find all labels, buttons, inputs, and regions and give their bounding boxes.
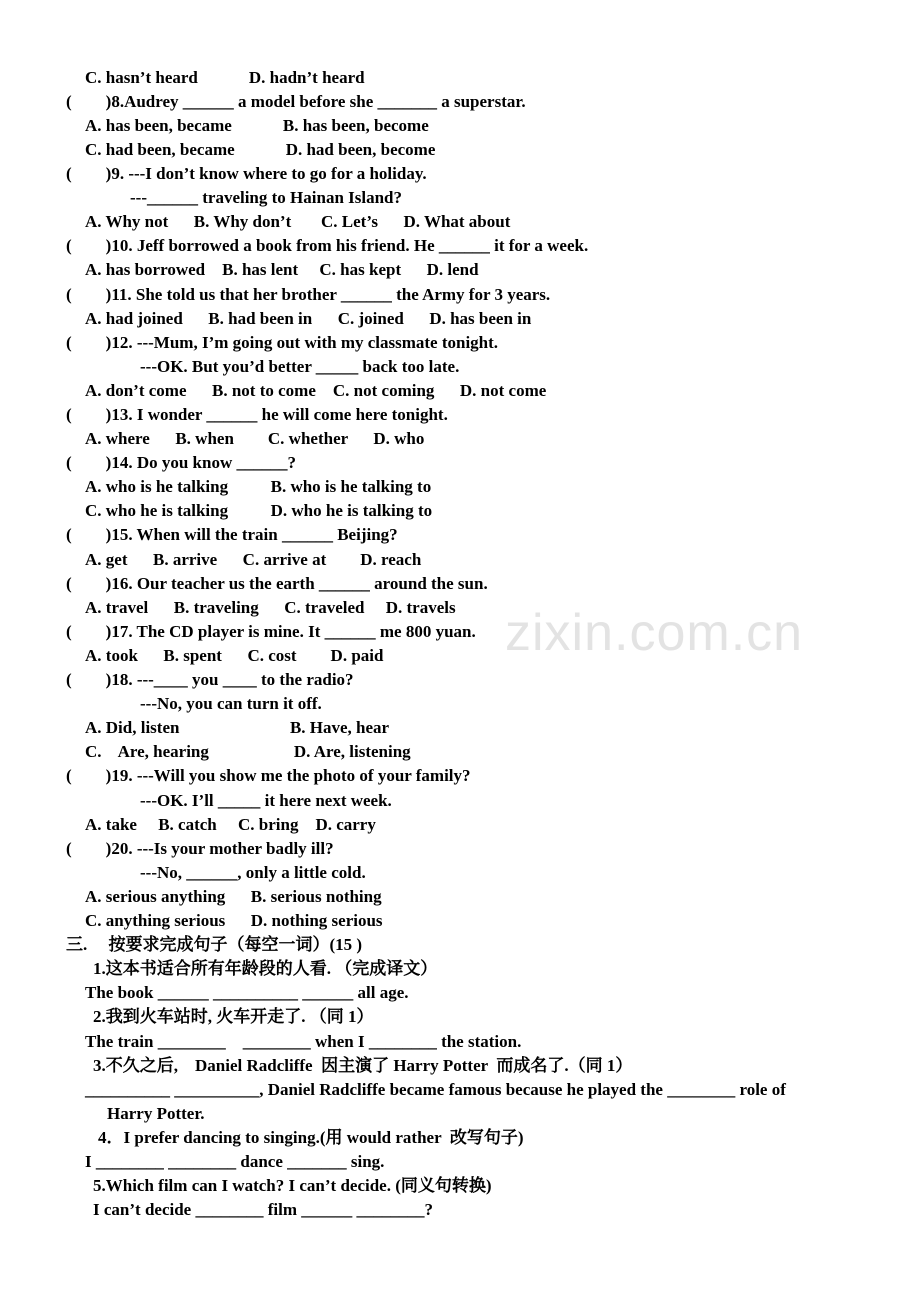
text-line: 4．I prefer dancing to singing.(用 would rather 改写句子) [98, 1128, 524, 1147]
text-line: A. get B. arrive C. arrive at D. reach [85, 550, 422, 569]
text-line: A. where B. when C. whether D. who [85, 429, 425, 448]
text-line: The book ______ __________ ______ all age. [85, 983, 409, 1002]
text-line: ---______ traveling to Hainan Island? [130, 188, 403, 207]
text-line: C. Are, hearing D. Are, listening [85, 742, 411, 761]
text-line: C. who he is talking D. who he is talking to [85, 501, 433, 520]
text-line: 1.这本书适合所有年龄段的人看. （完成译文） [93, 959, 438, 978]
text-line: I ________ ________ dance _______ sing. [85, 1152, 385, 1171]
text-line: A. has borrowed B. has lent C. has kept D. lend [85, 260, 479, 279]
text-line: ( )11. She told us that her brother ______ the Army for 3 years. [66, 285, 551, 304]
text-line: 三. 按要求完成句子（每空一词）(15 ) [66, 935, 363, 954]
text-line: A. Why not B. Why don’t C. Let’s D. What about [85, 212, 511, 231]
text-line: ( )17. The CD player is mine. It ______ me 800 yuan. [66, 622, 476, 641]
text-line: A. travel B. traveling C. traveled D. travels [85, 598, 456, 617]
text-line: ---OK. I’ll _____ it here next week. [140, 791, 392, 810]
text-line: C. anything serious D. nothing serious [85, 911, 383, 930]
text-line: A. had joined B. had been in C. joined D. has been in [85, 309, 532, 328]
text-line: Harry Potter. [107, 1104, 205, 1123]
text-line: ( )8.Audrey ______ a model before she _______ a superstar. [66, 92, 526, 111]
text-line: 2.我到火车站时, 火车开走了. （同 1） [93, 1007, 374, 1026]
text-line: A. Did, listen B. Have, hear [85, 718, 390, 737]
text-line: C. had been, became D. had been, become [85, 140, 436, 159]
text-line: The train ________ ________ when I ________ the station. [85, 1032, 522, 1051]
text-line: ( )12. ---Mum, I’m going out with my classmate tonight. [66, 333, 499, 352]
text-line: C. hasn’t heard D. hadn’t heard [85, 68, 365, 87]
text-line: A. don’t come B. not to come C. not coming D. not come [85, 381, 547, 400]
text-line: ( )16. Our teacher us the earth ______ around the sun. [66, 574, 488, 593]
text-line: ( )14. Do you know ______? [66, 453, 296, 472]
text-line: A. took B. spent C. cost D. paid [85, 646, 384, 665]
text-line: 3.不久之后, Daniel Radcliffe 因主演了 Harry Potter 而成名了.（同 1） [93, 1056, 633, 1075]
text-line: ---No, ______, only a little cold. [140, 863, 366, 882]
text-line: A. take B. catch C. bring D. carry [85, 815, 376, 834]
text-line: A. who is he talking B. who is he talking to [85, 477, 432, 496]
text-line: ( )13. I wonder ______ he will come here tonight. [66, 405, 448, 424]
text-line: ( )9. ---I don’t know where to go for a holiday. [66, 164, 427, 183]
text-line: ( )19. ---Will you show me the photo of your family? [66, 766, 471, 785]
text-line: __________ __________, Daniel Radcliffe became famous because he played the ________ role of [85, 1080, 786, 1099]
text-line: 5.Which film can I watch? I can’t decide. (同义句转换) [93, 1176, 492, 1195]
text-line: I can’t decide ________ film ______ ________? [93, 1200, 433, 1219]
text-line: A. serious anything B. serious nothing [85, 887, 382, 906]
text-line: ( )18. ---____ you ____ to the radio? [66, 670, 354, 689]
text-line: A. has been, became B. has been, become [85, 116, 429, 135]
text-line: ( )20. ---Is your mother badly ill? [66, 839, 334, 858]
text-line: ( )10. Jeff borrowed a book from his friend. He ______ it for a week. [66, 236, 589, 255]
text-line: ---No, you can turn it off. [140, 694, 322, 713]
text-line: ( )15. When will the train ______ Beijing? [66, 525, 398, 544]
watermark: zixin.com.cn [505, 604, 804, 662]
text-line: ---OK. But you’d better _____ back too late. [140, 357, 460, 376]
